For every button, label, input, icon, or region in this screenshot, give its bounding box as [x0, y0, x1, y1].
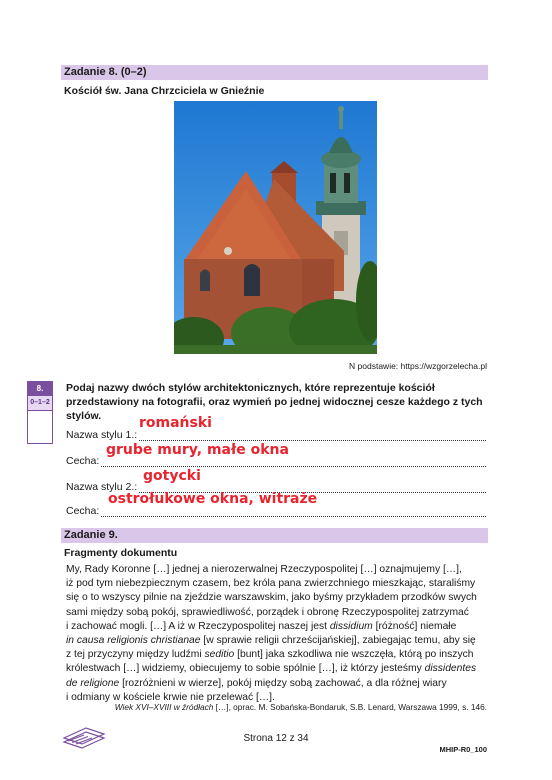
feature1-label: Cecha: [66, 455, 100, 467]
task9-title: Fragmenty dokumentu [64, 547, 178, 559]
score-number: 8. [28, 382, 52, 396]
doc-line: iż pod tym niebezpiecznym czasem, bez króla pana zwierzchniego mieszkając, staraliśmy [66, 578, 476, 590]
doc-line: in causa religionis christianae [w sprawie religii chrześcijańskiej], zabiegając temu, aby się [66, 635, 476, 647]
document-source: Wiek XVI–XVIII w źródłach […], oprac. M. Sobańska-Bondaruk, S.B. Lenard, Warszawa 1999, s. 146. [114, 702, 487, 712]
task8-instruction [66, 381, 486, 423]
task9-header: Zadanie 9. [64, 529, 118, 541]
doc-line: i zachować mogli. […] A iż w Rzeczypospolitej naszej jest dissidium [różność] niemałe [66, 620, 457, 632]
task9-header-bar [61, 528, 488, 543]
doc-line: de religione [rozróżnieni w wierze], pokój między sobą zachować, a dla różnej wiary [66, 677, 447, 689]
feature1-answer: grube mury, małe okna [106, 442, 289, 458]
doc-line: My, Rady Koronne […] jednej a nierozerwalnej Rzeczypospolitej […] oznajmujemy […], [66, 564, 462, 575]
photo-credit: N podstawie: https://wzgorzelecha.pl [349, 361, 487, 371]
style1-answer: romański [139, 415, 212, 431]
feature2-label: Cecha: [66, 505, 100, 517]
doc-line: sami między sobą pokój, sprawiedliwość, porządek i obronę Rzeczypospolitej zatrzymać [66, 606, 469, 618]
feature2-answer: ostrołukowe okna, witraże [108, 491, 318, 507]
instruction-line: stylów. [66, 410, 102, 422]
instruction-line: Podaj nazwy dwóch stylów architektonicznych, które reprezentuje kościół [66, 382, 435, 394]
task8-header: Zadanie 8. (0–2) [64, 66, 147, 78]
style1-label: Nazwa stylu 1.: [66, 429, 138, 441]
document-text [66, 563, 490, 705]
style2-answer: gotycki [143, 468, 201, 484]
task8-header-bar [61, 65, 488, 80]
doc-line: i odmiany w kościele krwie nie przelewać […]. [66, 691, 275, 703]
instruction-line: przedstawiony na fotografii, oraz wymień po jednej widocznej cesze każdego z tych [66, 396, 483, 408]
doc-line: z tej przyczyny między ludźmi seditio [bunt] jaka szkodliwa nie wszczęła, którą po inszych [66, 649, 474, 661]
page-number: Strona 12 z 34 [243, 733, 309, 744]
exam-code: MHIP-R0_100 [439, 745, 487, 754]
score-box [27, 381, 53, 444]
doc-line: królestwach […] widziemy, obiecujemy to sobie spólnie […], iż którzy jesteśmy dissidentes [66, 663, 477, 675]
task8-title: Kościół św. Jana Chrzciciela w Gnieźnie [64, 85, 265, 97]
score-scale: 0–1–2 [28, 396, 52, 411]
church-photo [174, 101, 377, 354]
style2-label: Nazwa stylu 2.: [66, 481, 138, 493]
style1-field[interactable] [66, 427, 486, 441]
doc-line: się o to wszyscy pilnie na zjeździe warszawskim, jako byśmy przykładem przodków swych [66, 592, 477, 604]
